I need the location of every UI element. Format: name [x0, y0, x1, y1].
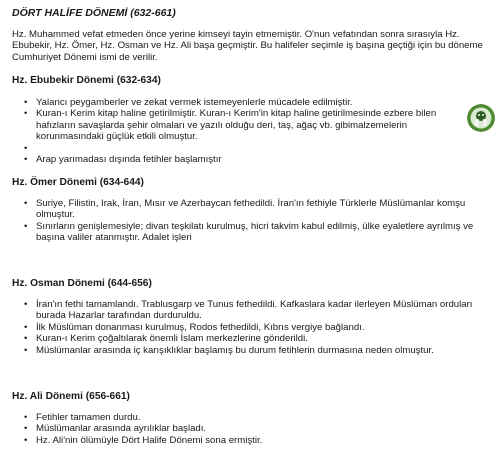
section-heading-ebubekir: Hz. Ebubekir Dönemi (632-634) [12, 75, 161, 86]
list-item: • Suriye, Filistin, Irak, İran, Mısır ve Azerbaycan fethedildi. İran'ın fethiyle Türklerle Müslümanlar komşu olmuştur. [0, 198, 478, 221]
list-item: • Hz. Ali'nin ölümüyle Dört Halife Dönemi sona ermiştir. [0, 435, 470, 446]
section-list-omer [0, 198, 478, 244]
intro-paragraph: Hz. Muhammed vefat etmeden önce yerine kimseyi tayin etmemiştir. O'nun vefatından sonra sırasıyla Hz. Ebubekir, Hz. Ömer, Hz. Osman ve Hz. Ali başa geçmiştir. Bu halifeler seçimle iş başına geçtiği için bu döneme Cumhuriyet Dönemi ismi de verilir. [12, 29, 483, 63]
list-item: • İlk Müslüman donanması kurulmuş, Rodos fethedildi, Kıbrıs vergiye bağlandı. [0, 322, 482, 333]
list-item: • Kuran-ı Kerim kitap haline getirilmiştir. Kuran-ı Kerim'in kitap haline getirilmesinde ezbere bilen hafızların savaşlarda şehir olmaları ve yazılı olduğu deri, taş, ağaç vb. gibimalzemelerin korunmasındaki güçlük etkili olmuştur. [0, 108, 462, 142]
list-item: • İran'ın fethi tamamlandı. Trablusgarp ve Tunus fethedildi. Kafkaslara kadar ilerleyen Müslüman orduları burada Hazarlar tarafından durduruldu. [0, 299, 482, 322]
document-title: DÖRT HALİFE DÖNEMİ (632-661) [12, 7, 176, 19]
list-item: • Kuran-ı Kerim çoğaltılarak önemli İslam merkezlerine gönderildi. [0, 333, 482, 344]
section-heading-omer: Hz. Ömer Dönemi (634-644) [12, 177, 144, 188]
section-heading-osman: Hz. Osman Dönemi (644-656) [12, 278, 152, 289]
section-list-osman [0, 299, 482, 356]
list-item: • Sınırların genişlemesiyle; divan teşkilatı kurulmuş, hicri takvim kabul edilmiş, ülke eyaletlere ayrılmış ve başına valiler atanmıştır. Adalet işleri [0, 221, 478, 244]
list-spacer [0, 143, 462, 154]
list-item: • Fetihler tamamen durdu. [0, 412, 470, 423]
list-item: • Müslümanlar arasında iç karışıklıklar başlamış bu durum fetihlerin durmasına neden olmuştur. [0, 345, 482, 356]
reader-avatar-icon[interactable] [467, 104, 495, 132]
section-list-ali [0, 412, 470, 446]
section-list-ebubekir [0, 97, 462, 165]
section-heading-ali: Hz. Ali Dönemi (656-661) [12, 391, 130, 402]
list-item: • Yalancı peygamberler ve zekat vermek istemeyenlerle mücadele edilmiştir. [0, 97, 462, 108]
list-item: • Müslümanlar arasında ayrılıklar başladı. [0, 423, 470, 434]
list-item: • Arap yarımadası dışında fetihler başlamıştır [0, 154, 462, 165]
reader-avatar-icon-graphic [467, 104, 495, 132]
